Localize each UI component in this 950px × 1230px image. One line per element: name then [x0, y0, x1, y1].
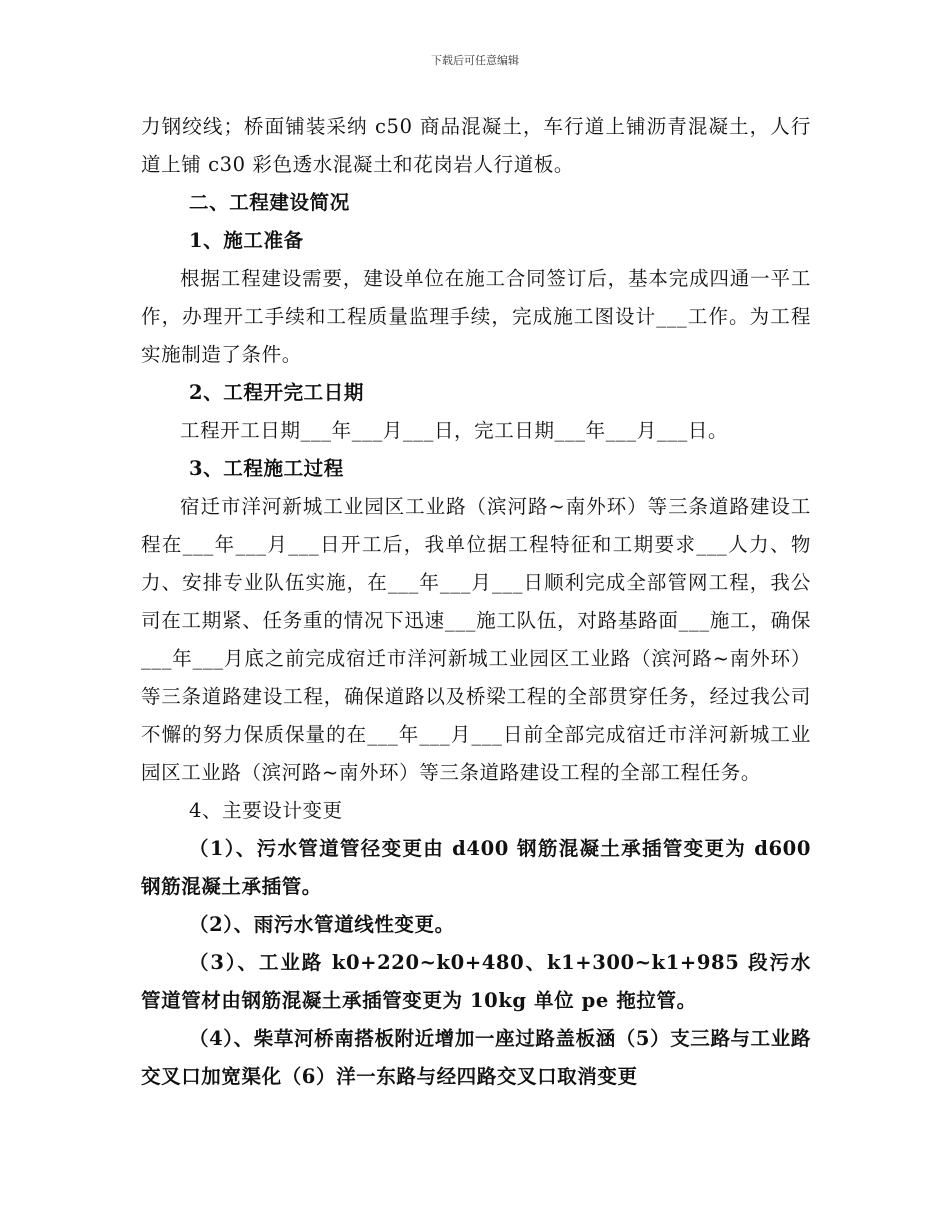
page-header: 下载后可任意编辑	[431, 54, 519, 67]
paragraph-materials: 力钢绞线；桥面铺装采纳 c50 商品混凝土，车行道上铺沥青混凝土，人行道上铺 c30 彩色透水混凝土和花岗岩人行道板。	[141, 115, 811, 176]
paragraph-process: 宿迁市洋河新城工业园区工业路（滨河路~南外环）等三条道路建设工程在___年___月___日开工后，我单位据工程特征和工期要求___人力、物力、安排专业队伍实施，在___年___月___日顺利完成全部管网工程，我公司在工期紧、任务重的情况下迅速___施工队伍，对路基路面___施工，确保___年___月底之前完成宿迁市洋河新城工业园区工业路（滨河路~南外环）等三条道路建设工程，确保道路以及桥梁工程的全部贯穿任务，经过我公司不懈的努力保质保量的在___年___月___日前全部完成宿迁市洋河新城工业园区工业路（滨河路~南外环）等三条道路建设工程的全部工程任务。	[141, 495, 811, 784]
change-item-2: （2）、雨污水管道线性变更。	[189, 913, 455, 936]
paragraph-dates: 工程开工日期___年___月___日，完工日期___年___月___日。	[180, 419, 729, 442]
section-heading-2: 二、工程建设简况	[189, 191, 350, 214]
change-item-3: （3）、工业路 k0+220~k0+480、k1+300~k1+985 段污水管道管材由钢筋混凝土承插管变更为 10kg 单位 pe 拖拉管。	[141, 951, 811, 1012]
subheading-dates: 2、工程开完工日期	[189, 381, 364, 404]
change-item-1: （1）、污水管道管径变更由 d400 钢筋混凝土承插管变更为 d600 钢筋混凝土承插管。	[141, 837, 811, 898]
subheading-process: 3、工程施工过程	[189, 457, 344, 480]
paragraph-construction-prep: 根据工程建设需要，建设单位在施工合同签订后，基本完成四通一平工作，办理开工手续和工程质量监理手续，完成施工图设计___工作。为工程实施制造了条件。	[141, 267, 811, 366]
subheading-construction-prep: 1、施工准备	[189, 229, 304, 252]
document-body	[141, 108, 811, 1096]
change-item-4: （4）、柴草河桥南搭板附近增加一座过路盖板涵（5）支三路与工业路交叉口加宽渠化（6）洋一东路与经四路交叉口取消变更	[141, 1027, 811, 1088]
subheading-design-changes: 4、主要设计变更	[189, 799, 343, 822]
